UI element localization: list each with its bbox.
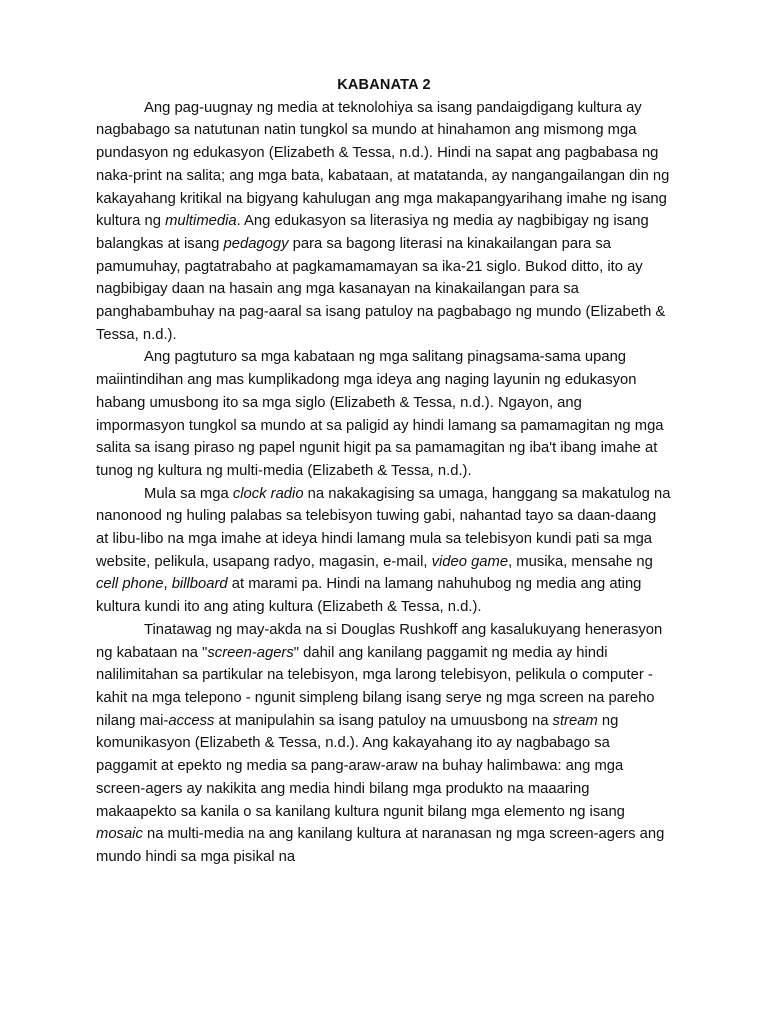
italic-term: access: [168, 712, 215, 729]
italic-term: multimedia: [165, 213, 237, 230]
paragraph-3: [96, 483, 672, 619]
text-run: , musika, mensahe ng: [508, 553, 653, 570]
text-run: at manipulahin sa isang patuloy na umuusbong na: [214, 712, 553, 729]
text-run: para sa bagong literasi na kinakailangan para sa pamumuhay, pagtatrabaho at pagkamamamayan sa ika-21 siglo. Bukod ditto, ito ay nagbibigay daan na hasain ang mga kasanayan na kinakailangan para sa panghabambuhay na pag-aaral sa isang patuloy na pagbabago ng mundo (Elizabeth & Tessa, n.d.).: [96, 235, 666, 343]
italic-term: video game: [431, 553, 509, 570]
paragraph-1: [96, 97, 672, 347]
paragraph-4: [96, 619, 672, 869]
body-text: [96, 97, 672, 869]
italic-term: clock radio: [232, 485, 304, 502]
text-run: ng komunikasyon (Elizabeth & Tessa, n.d.). Ang kakayahang ito ay nagbabago sa paggamit at epekto ng media sa pang-araw-araw na buhay halimbawa: ang mga screen-agers ay nakikita ang media hindi bilang mga produkto na maaaring makaapekto sa kanila o sa kanilang kultura ngunit bilang mga elemento ng isang: [96, 712, 625, 820]
text-run: Ang pag-uugnay ng media at teknolohiya sa isang pandaigdigang kultura ay nagbabago sa natutunan natin tungkol sa mundo at hinahamon ang mismong mga pundasyon ng edukasyon (Elizabeth & Tessa, n.d.). Hindi na sapat ang pagbabasa ng naka-print na salita; ang mga bata, kabataan, at matatanda, ay nangangailangan din ng kakayahang kritikal na bigyang kahulugan ang mga makapangyarihang imahe ng isang kultura ng: [96, 99, 670, 230]
paragraph-2: [96, 346, 672, 482]
italic-term: cell phone: [96, 576, 164, 593]
italic-term: mosaic: [96, 826, 143, 843]
text-run: " dahil ang kanilang paggamit ng media ay hindi nalilimitahan sa partikular na telebisyon, mga larong telebisyon, pelikula o computer - kahit na mga telepono - ngunit simpleng bilang isang serye ng mga screen na pareho nilang mai-: [96, 644, 655, 729]
text-run: . Ang edukasyon sa literasiya ng media ay nagbibigay ng isang balangkas at isang: [96, 213, 649, 252]
text-run: na nakakagising sa umaga, hanggang sa makatulog na nanonood ng huling palabas sa telebisyon tuwing gabi, nahantad tayo sa daan-daang at libu-libo na mga imahe at ideya hindi lamang mula sa telebisyon kundi pati sa mga website, pelikula, usapang radyo, magasin, e-mail,: [96, 485, 671, 570]
text-run: Tinatawag ng may-akda na si Douglas Rushkoff ang kasalukuyang henerasyon ng kabataan na ": [96, 621, 663, 661]
italic-term: stream: [552, 712, 598, 729]
italic-term: pedagogy: [223, 235, 289, 252]
italic-term: billboard: [171, 576, 228, 593]
text-run: at marami pa. Hindi na lamang nahuhubog ng media ang ating kultura kundi ito ang ating kultura (Elizabeth & Tessa, n.d.).: [96, 576, 642, 616]
text-run: Mula sa mga: [144, 485, 233, 502]
italic-term: screen-agers: [207, 644, 294, 661]
text-run: Ang pagtuturo sa mga kabataan ng mga salitang pinagsama-sama upang maiintindihan ang mas kumplikadong mga ideya ang naging layunin ng edukasyon habang umusbong ito sa mga siglo (Elizabeth & Tessa, n.d.). Ngayon, ang impormasyon tungkol sa mundo at sa paligid ay hindi lamang sa pamamagitan ng mga salita sa isang piraso ng papel ngunit higit pa sa pamamagitan ng iba't ibang imahe at tunog ng kultura ng multi-media (Elizabeth & Tessa, n.d.).: [96, 349, 664, 479]
chapter-title: KABANATA 2: [337, 77, 431, 93]
text-run: ,: [163, 576, 172, 593]
text-run: na multi-media na ang kanilang kultura at naranasan ng mga screen-agers ang mundo hindi sa mga pisikal na: [96, 826, 665, 865]
